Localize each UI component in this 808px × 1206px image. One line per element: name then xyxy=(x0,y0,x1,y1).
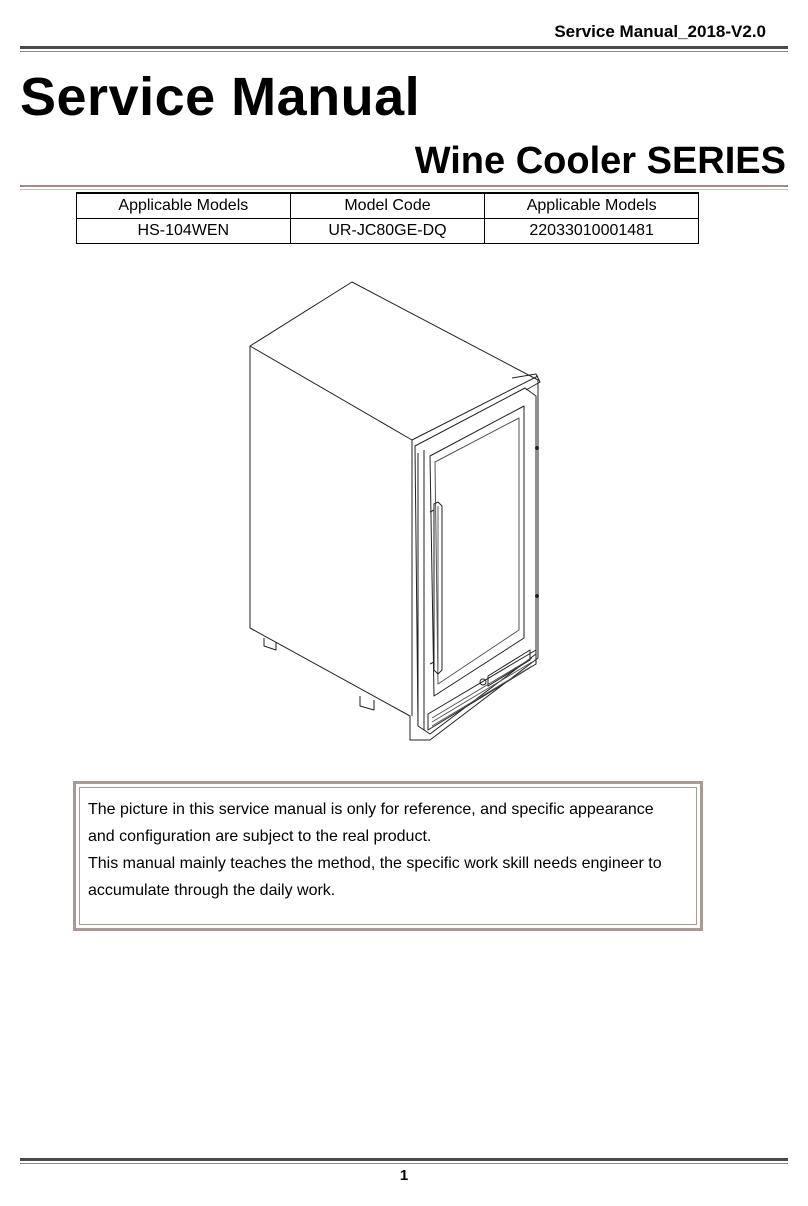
table-header-cell: Applicable Models xyxy=(485,193,699,219)
product-series-title: Wine Cooler SERIES xyxy=(414,140,786,182)
disclaimer-text xyxy=(79,787,697,925)
header-rule-thin xyxy=(20,51,788,52)
table-cell: HS-104WEN xyxy=(77,219,291,244)
models-table xyxy=(76,192,699,244)
footer-rule-thin xyxy=(20,1163,788,1164)
disclaimer-line: accumulate through the daily work. xyxy=(88,882,336,899)
table-header-cell: Applicable Models xyxy=(77,193,291,219)
page-title: Service Manual xyxy=(20,67,421,127)
table-cell: 22033010001481 xyxy=(485,219,699,244)
table-header-row xyxy=(77,193,699,219)
table-row xyxy=(77,219,699,244)
wine-cooler-illustration xyxy=(240,278,550,748)
disclaimer-line: This manual mainly teaches the method, the specific work skill needs engineer to xyxy=(88,855,662,872)
title-rule xyxy=(20,185,788,187)
page-number: 1 xyxy=(399,1167,409,1184)
footer-rule xyxy=(20,1158,788,1161)
disclaimer-line: and configuration are subject to the real product. xyxy=(88,828,432,845)
document-reference: Service Manual_2018-V2.0 xyxy=(554,22,766,41)
header-rule xyxy=(20,46,788,49)
disclaimer-box xyxy=(73,781,703,931)
table-cell: UR-JC80GE-DQ xyxy=(290,219,485,244)
table-header-cell: Model Code xyxy=(290,193,485,219)
disclaimer-line: The picture in this service manual is only for reference, and specific appearance xyxy=(88,801,654,818)
title-rule-thin xyxy=(20,189,788,190)
